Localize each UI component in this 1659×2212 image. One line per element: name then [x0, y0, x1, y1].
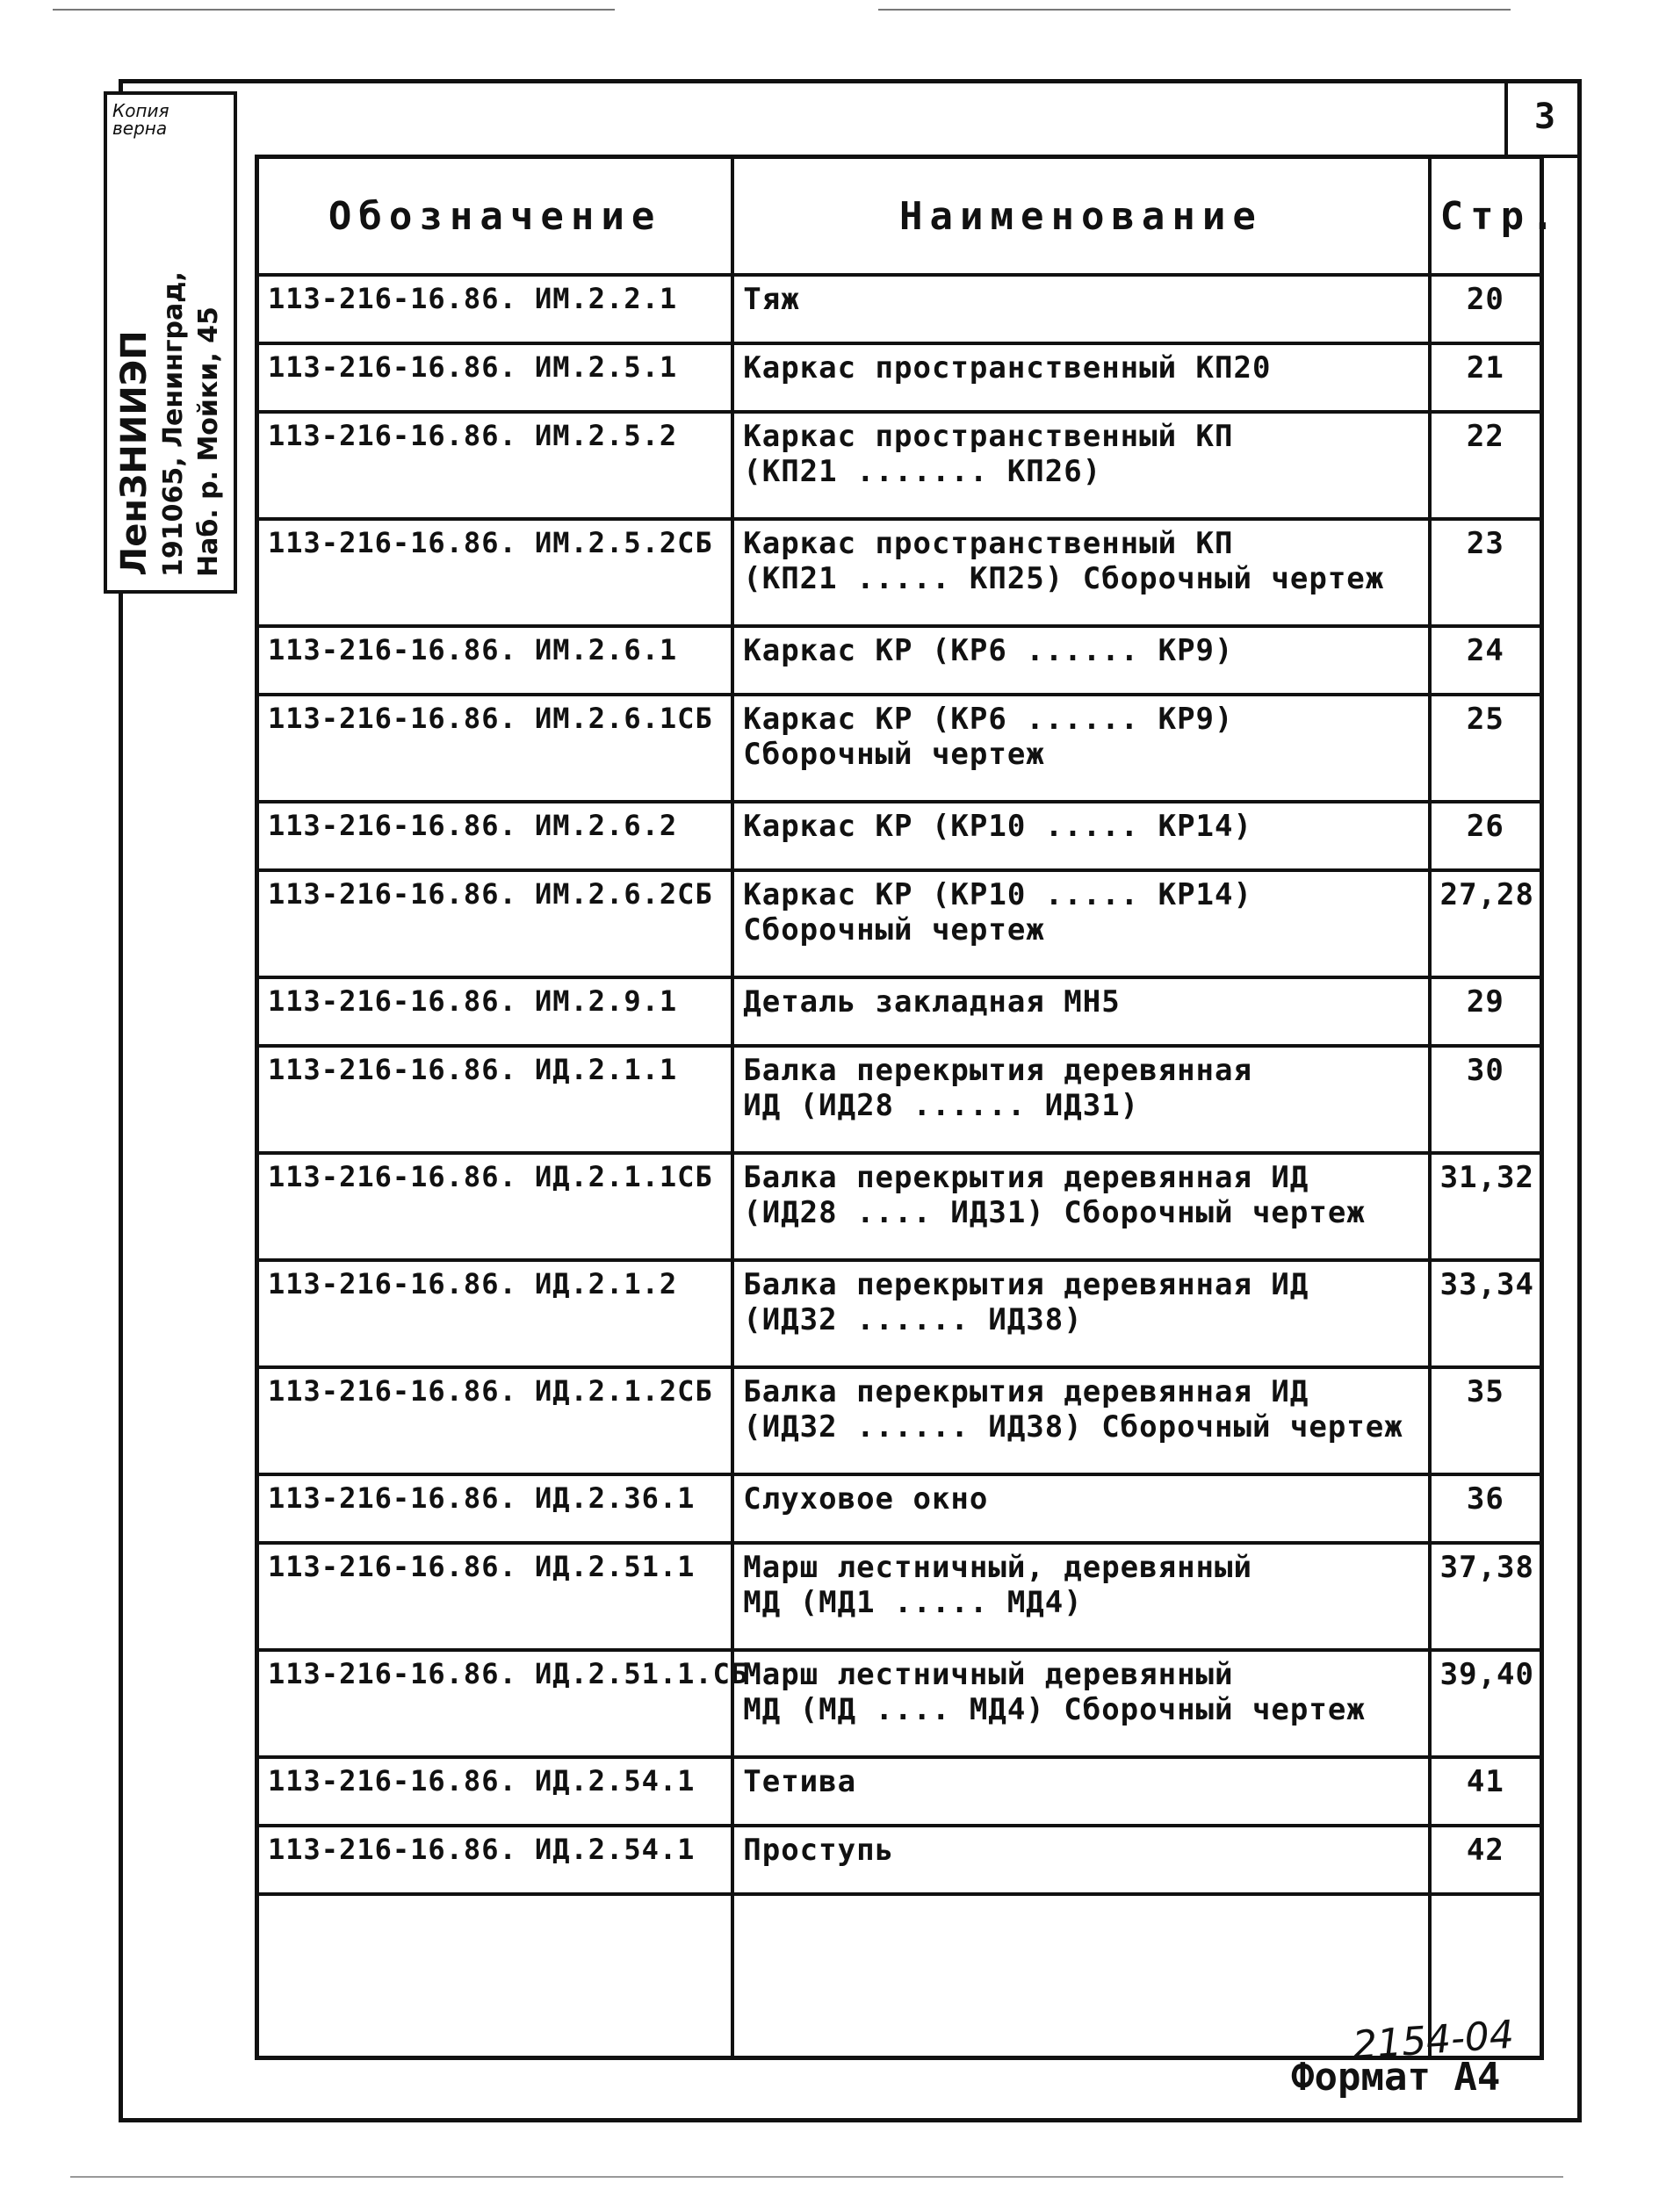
table-row — [257, 1543, 1542, 1650]
format-label: Формат А4 — [1291, 2055, 1501, 2100]
cell-name — [732, 802, 1429, 870]
cell-designation: 113-216-16.86. ИМ.2.6.1 — [257, 626, 733, 695]
cell-name-line: Сборочный чертеж — [743, 912, 1045, 947]
cell-name-line: Слуховое окно — [743, 1481, 989, 1517]
stamp-org-address-city: 191065, Ленинград, — [158, 271, 189, 577]
table-row — [257, 519, 1542, 626]
cell-name — [732, 519, 1429, 626]
cell-designation: 113-216-16.86. ИД.2.51.1.СБ — [257, 1650, 733, 1757]
cell-name-line: Балка перекрытия деревянная ИД — [743, 1267, 1309, 1302]
stamp-org-address-street: Наб. р. Мойки, 45 — [193, 306, 224, 577]
cell-page: 37,38 — [1430, 1543, 1542, 1650]
cell-designation: 113-216-16.86. ИД.2.54.1 — [257, 1757, 733, 1826]
cell-name-line: (КП21 ....... КП26) — [743, 454, 1102, 489]
cell-designation: 113-216-16.86. ИМ.2.6.2СБ — [257, 870, 733, 977]
cell-empty — [732, 1894, 1429, 2058]
cell-designation: 113-216-16.86. ИМ.2.9.1 — [257, 977, 733, 1046]
cell-page: 23 — [1430, 519, 1542, 626]
table-row-empty — [257, 1894, 1542, 2058]
table-row — [257, 1153, 1542, 1260]
cell-name — [732, 1650, 1429, 1757]
cell-page: 39,40 — [1430, 1650, 1542, 1757]
cell-page: 31,32 — [1430, 1153, 1542, 1260]
cell-name — [732, 1543, 1429, 1650]
table-row — [257, 870, 1542, 977]
cell-name-line: Проступь — [743, 1833, 895, 1868]
table-row — [257, 1046, 1542, 1153]
cell-name — [732, 1367, 1429, 1474]
cell-name-line: Каркас КР (КР10 ..... КР14) — [743, 809, 1252, 844]
table-row — [257, 1650, 1542, 1757]
cell-name-line: (ИД32 ...... ИД38) Сборочный чертеж — [743, 1409, 1403, 1445]
cell-name-line: Каркас КР (КР10 ..... КР14) — [743, 877, 1252, 912]
cell-name-line: (ИД28 .... ИД31) Сборочный чертеж — [743, 1195, 1366, 1230]
cell-name-line: Сборочный чертеж — [743, 737, 1045, 772]
header-name: Наименование — [732, 157, 1429, 276]
table-row — [257, 275, 1542, 343]
cell-name — [732, 275, 1429, 343]
cell-name — [732, 343, 1429, 412]
table-row — [257, 412, 1542, 519]
cell-name-line: (ИД32 ...... ИД38) — [743, 1302, 1083, 1337]
cell-empty — [257, 1894, 733, 2058]
cell-name-line: Марш лестничный деревянный — [743, 1657, 1234, 1692]
table-row — [257, 1757, 1542, 1826]
cell-name-line: ИД (ИД28 ...... ИД31) — [743, 1088, 1140, 1123]
cell-name-line: Тяж — [743, 282, 800, 317]
cell-name-line: Балка перекрытия деревянная ИД — [743, 1160, 1309, 1195]
cell-page: 21 — [1430, 343, 1542, 412]
cell-designation: 113-216-16.86. ИД.2.36.1 — [257, 1474, 733, 1543]
cell-page: 35 — [1430, 1367, 1542, 1474]
cell-designation: 113-216-16.86. ИМ.2.5.2 — [257, 412, 733, 519]
cell-name-line: Деталь закладная МН5 — [743, 984, 1121, 1020]
cell-name — [732, 1757, 1429, 1826]
cell-page: 24 — [1430, 626, 1542, 695]
scan-edge-top — [53, 9, 615, 11]
header-page: Стр. — [1430, 157, 1542, 276]
cell-designation: 113-216-16.86. ИД.2.1.1 — [257, 1046, 733, 1153]
stamp-org-name: ЛенЗНИИЭП — [114, 330, 155, 576]
cell-name-line: Каркас КР (КР6 ...... КР9) — [743, 633, 1234, 668]
scan-edge-top-right — [878, 9, 1511, 11]
cell-page: 29 — [1430, 977, 1542, 1046]
document-number: 2154-04 — [1351, 2012, 1516, 2069]
table-row — [257, 1367, 1542, 1474]
stamp-note-line: Копия — [112, 100, 170, 121]
cell-name-line: (КП21 ..... КП25) Сборочный чертеж — [743, 561, 1385, 596]
cell-name-line: Каркас КР (КР6 ...... КР9) — [743, 702, 1234, 737]
table-row — [257, 1474, 1542, 1543]
cell-designation: 113-216-16.86. ИД.2.1.2СБ — [257, 1367, 733, 1474]
cell-name — [732, 412, 1429, 519]
cell-name — [732, 1826, 1429, 1894]
header-designation: Обозначение — [257, 157, 733, 276]
cell-name — [732, 1046, 1429, 1153]
stamp-organization — [114, 239, 230, 581]
cell-name-line: Балка перекрытия деревянная — [743, 1053, 1252, 1088]
table-row — [257, 802, 1542, 870]
table-row — [257, 977, 1542, 1046]
cell-page: 20 — [1430, 275, 1542, 343]
cell-name — [732, 626, 1429, 695]
approval-stamp — [104, 91, 237, 594]
cell-name — [732, 695, 1429, 802]
cell-designation: 113-216-16.86. ИМ.2.6.2 — [257, 802, 733, 870]
cell-page: 25 — [1430, 695, 1542, 802]
cell-name — [732, 1153, 1429, 1260]
table-row — [257, 626, 1542, 695]
cell-page: 36 — [1430, 1474, 1542, 1543]
contents-table — [255, 155, 1562, 2060]
scan-edge-bottom — [70, 2176, 1563, 2178]
cell-name-line: Каркас пространственный КП — [743, 526, 1234, 561]
cell-name-line: Балка перекрытия деревянная ИД — [743, 1374, 1309, 1409]
cell-page: 26 — [1430, 802, 1542, 870]
table-row — [257, 343, 1542, 412]
cell-designation: 113-216-16.86. ИД.2.1.2 — [257, 1260, 733, 1367]
cell-name-line: МД (МД1 ..... МД4) — [743, 1585, 1083, 1620]
cell-name-line: Каркас пространственный КП — [743, 419, 1234, 454]
stamp-note-line: верна — [112, 118, 168, 139]
cell-page: 33,34 — [1430, 1260, 1542, 1367]
table-row — [257, 1826, 1542, 1894]
cell-page: 22 — [1430, 412, 1542, 519]
cell-designation: 113-216-16.86. ИМ.2.6.1СБ — [257, 695, 733, 802]
cell-page: 41 — [1430, 1757, 1542, 1826]
cell-designation: 113-216-16.86. ИМ.2.2.1 — [257, 275, 733, 343]
cell-page: 42 — [1430, 1826, 1542, 1894]
table-header-row — [257, 157, 1542, 276]
cell-designation: 113-216-16.86. ИД.2.54.1 — [257, 1826, 733, 1894]
cell-name-line: Тетива — [743, 1764, 857, 1799]
stamp-note — [112, 102, 218, 137]
cell-designation: 113-216-16.86. ИД.2.51.1 — [257, 1543, 733, 1650]
cell-name — [732, 1474, 1429, 1543]
cell-name-line: Каркас пространственный КП20 — [743, 350, 1272, 385]
cell-name-line: Марш лестничный, деревянный — [743, 1550, 1252, 1585]
cell-name — [732, 1260, 1429, 1367]
cell-designation: 113-216-16.86. ИМ.2.5.2СБ — [257, 519, 733, 626]
table-row — [257, 695, 1542, 802]
cell-name — [732, 977, 1429, 1046]
cell-designation: 113-216-16.86. ИМ.2.5.1 — [257, 343, 733, 412]
cell-designation: 113-216-16.86. ИД.2.1.1СБ — [257, 1153, 733, 1260]
cell-page: 27,28 — [1430, 870, 1542, 977]
table-row — [257, 1260, 1542, 1367]
cell-name-line: МД (МД .... МД4) Сборочный чертеж — [743, 1692, 1366, 1727]
cell-page: 30 — [1430, 1046, 1542, 1153]
page-number: 3 — [1504, 79, 1582, 158]
cell-name — [732, 870, 1429, 977]
